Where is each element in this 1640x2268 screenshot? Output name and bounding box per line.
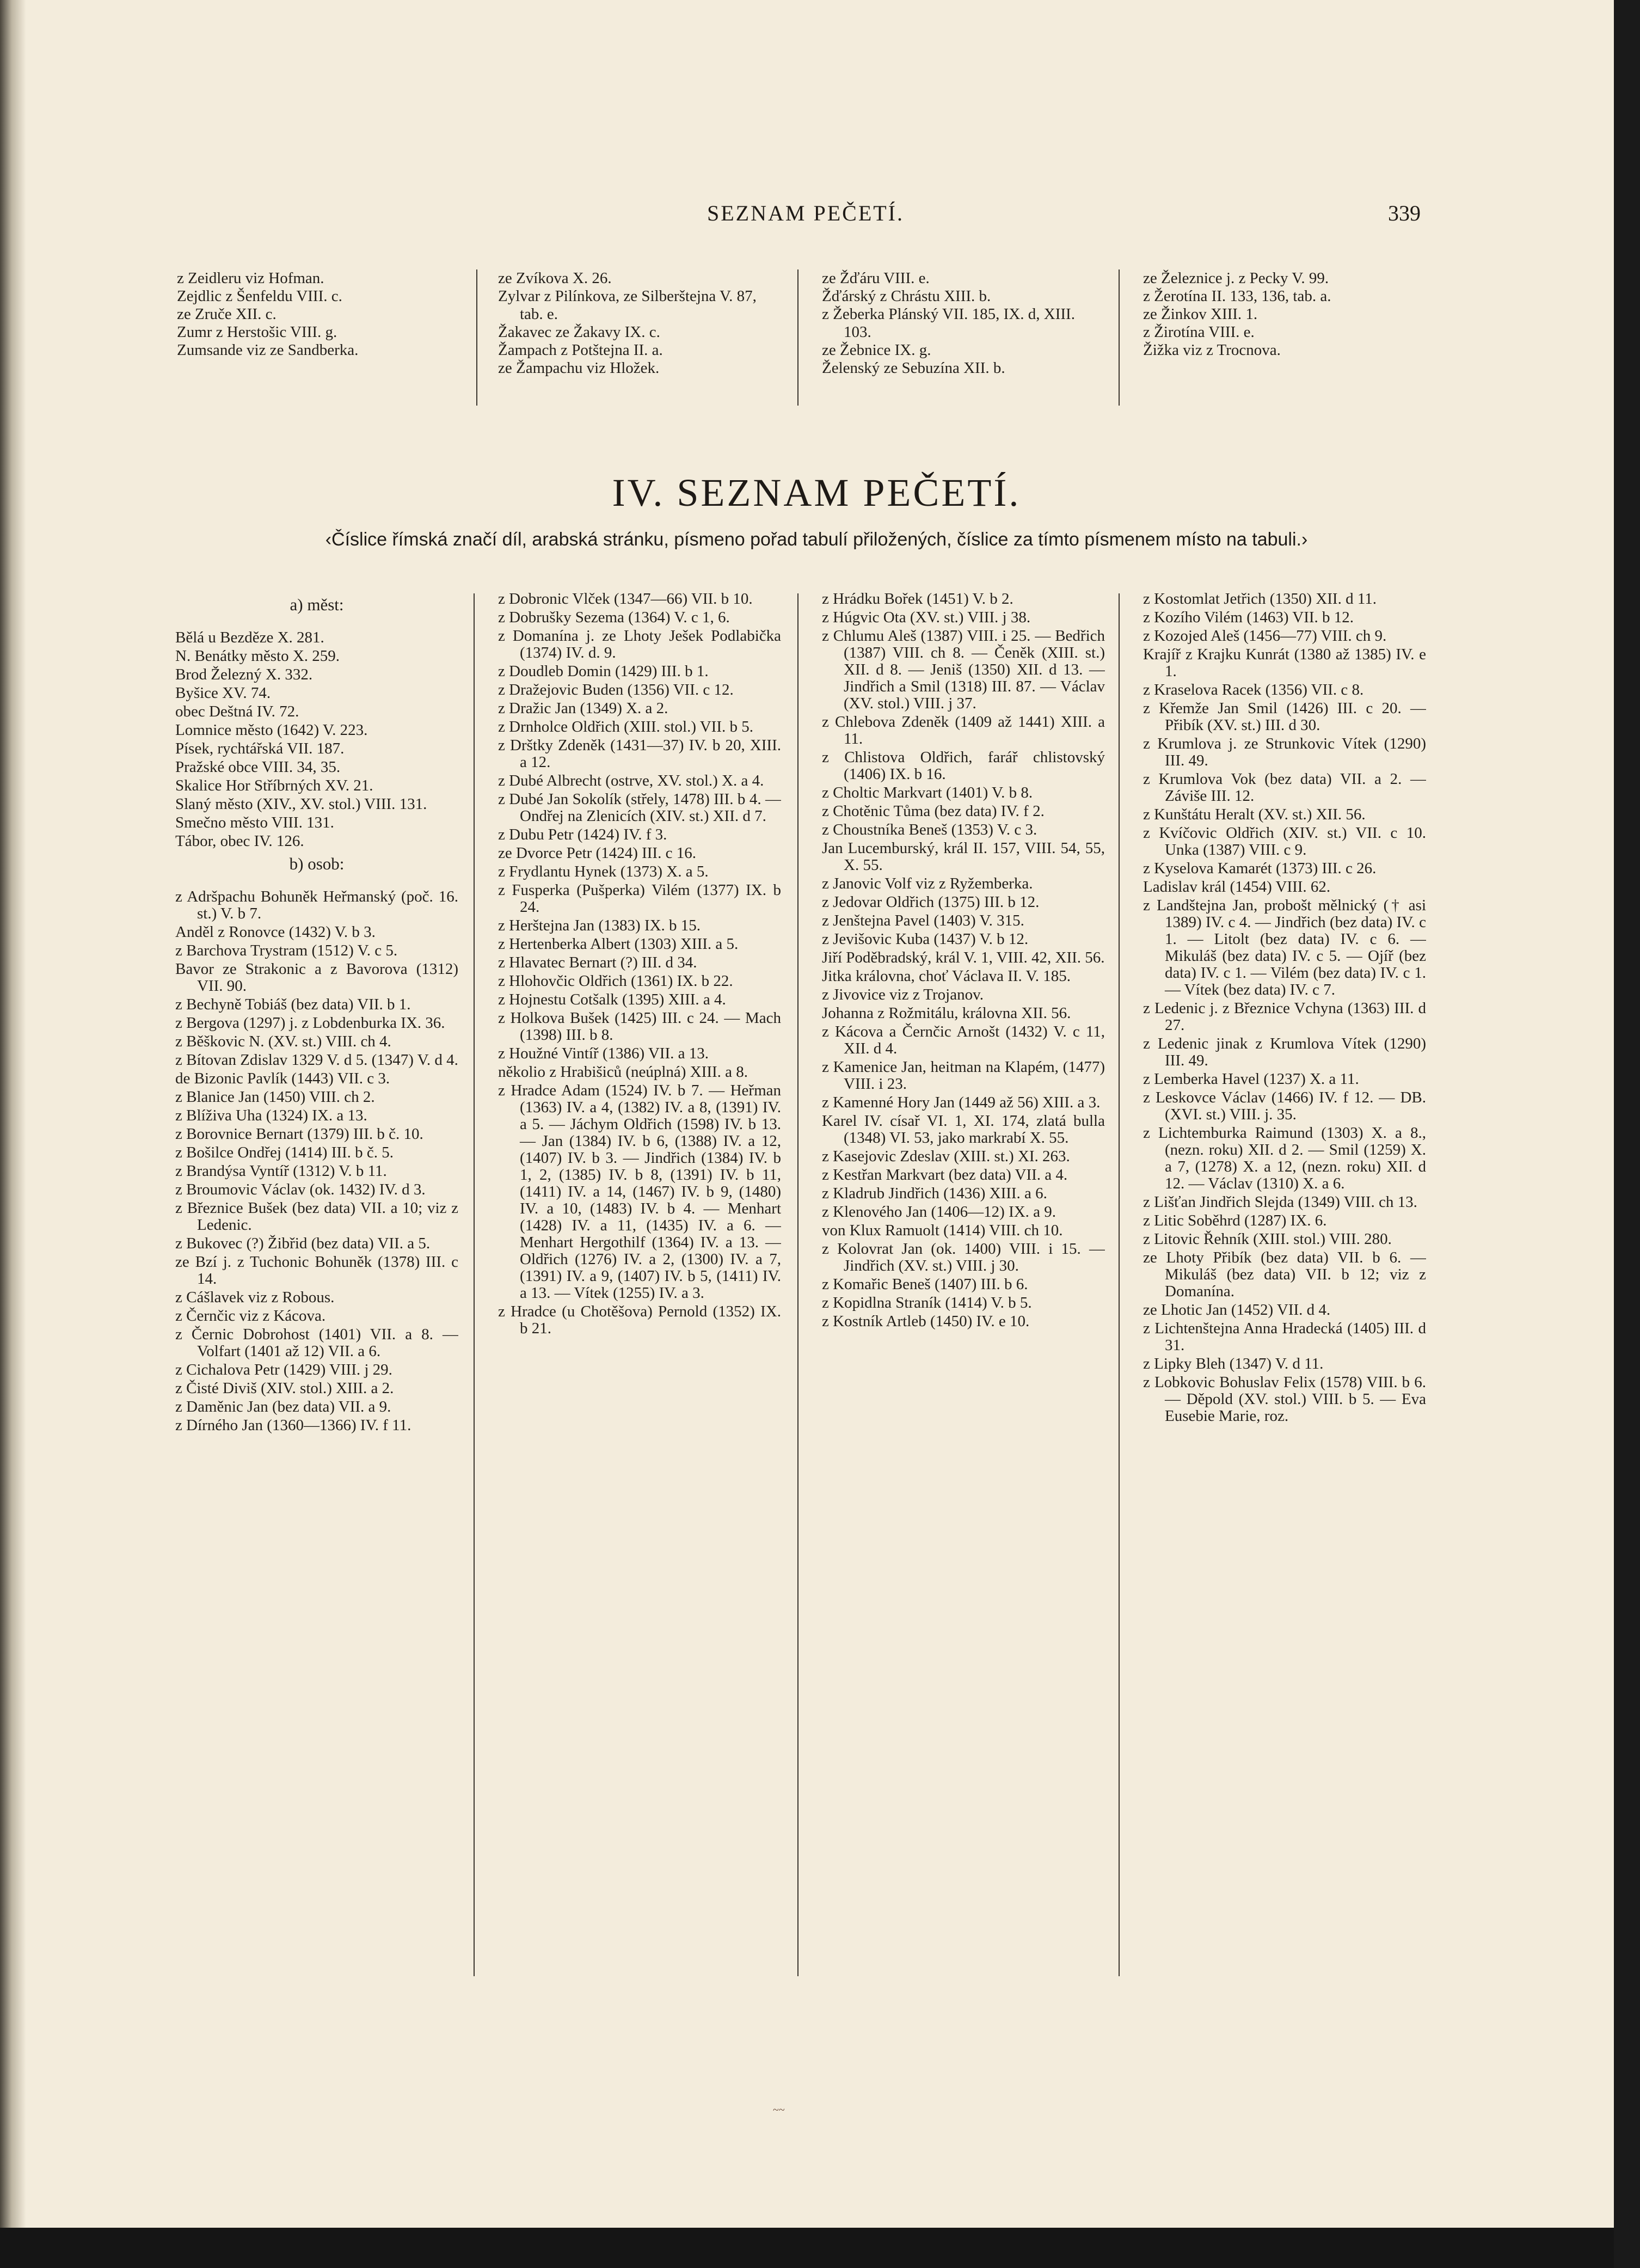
seal-entry: z Bítovan Zdislav 1329 V. d 5. (1347) V. d 4. [175, 1051, 458, 1069]
seal-entry: z Janovic Volf viz z Ryžemberka. [822, 875, 1033, 892]
seal-entry: z Dražejovic Buden (1356) VII. c 12. [498, 681, 734, 698]
seal-entry: z Hertenberka Albert (1303) XIII. a 5. [498, 935, 739, 953]
seal-entry: z Dobronic Vlček (1347—66) VII. b 10. [498, 591, 753, 608]
seal-entry: Skalice Hor Stříbrných XV. 21. [175, 777, 373, 794]
seal-index-column-2 [498, 591, 781, 1984]
seal-entry: z Litovic Řehník (XIII. stol.) VIII. 280. [1143, 1230, 1392, 1248]
seal-entry: z Kozojed Aleš (1456—77) VIII. ch 9. [1143, 627, 1387, 645]
seal-entry: z Dražic Jan (1349) X. a 2. [498, 700, 668, 717]
seal-entry: z Choustníka Beneš (1353) V. c 3. [822, 821, 1037, 838]
seal-entry: z Kunštátu Heralt (XV. st.) XII. 56. [1143, 806, 1366, 823]
seal-entry: z Húgvic Ota (XV. st.) VIII. j 38. [822, 609, 1031, 626]
seal-entry: z Kamenné Hory Jan (1449 až 56) XIII. a 3. [822, 1094, 1101, 1111]
seal-entry: z Blanice Jan (1450) VIII. ch 2. [175, 1088, 375, 1106]
index-entry: ze Železnice j. z Pecky V. 99. [1143, 269, 1329, 287]
seal-entry: z Kestřan Markvart (bez data) VII. a 4. [822, 1166, 1068, 1184]
index-entry: z Žerotína II. 133, 136, tab. a. [1143, 287, 1331, 305]
seal-entry: z Křemže Jan Smil (1426) III. c 20. — Přibík (XV. st.) III. d 30. [1143, 700, 1426, 734]
index-entry: Zejdlic z Šenfeldu VIII. c. [177, 287, 342, 305]
running-head: SEZNAM PEČETÍ. [707, 201, 904, 225]
index-entry: Žampach z Potštejna II. a. [498, 341, 663, 359]
seal-entry: Tábor, obec IV. 126. [175, 832, 304, 850]
seal-entry: ze Bzí j. z Tuchonic Bohuněk (1378) III. c 14. [175, 1253, 458, 1288]
seal-index-column-1 [175, 591, 458, 1984]
seal-entry: z Hradce (u Chotěšova) Pernold (1352) IX. b 21. [498, 1303, 781, 1337]
seal-entry: z Kyselova Kamarét (1373) III. c 26. [1143, 860, 1377, 877]
seal-entry: z Doudleb Domin (1429) III. b 1. [498, 663, 709, 680]
seal-entry: Slaný město (XIV., XV. stol.) VIII. 131. [175, 795, 427, 813]
seal-entry: z Borovnice Bernart (1379) III. b č. 10. [175, 1125, 423, 1143]
seal-entry: z Čisté Diviš (XIV. stol.) XIII. a 2. [175, 1380, 394, 1397]
seal-entry: z Lišťan Jindřich Slejda (1349) VIII. ch 13. [1143, 1193, 1417, 1211]
seal-entry: z Drnholce Oldřich (XIII. stol.) VII. b 5. [498, 718, 753, 735]
index-subheading: a) měst: [290, 595, 344, 614]
seal-entry: z Kolovrat Jan (ok. 1400) VIII. i 15. — Jindřich (XV. st.) VIII. j 30. [822, 1240, 1105, 1274]
seal-entry: obec Deštná IV. 72. [175, 703, 299, 720]
seal-entry: z Domanína j. ze Lhoty Ješek Podlabička (1374) IV. d. 9. [498, 627, 781, 661]
seal-entry: z Jivovice viz z Trojanov. [822, 986, 984, 1003]
seal-entry: z Krumlova j. ze Strunkovic Vítek (1290) III. 49. [1143, 735, 1426, 769]
seal-entry: z Herštejna Jan (1383) IX. b 15. [498, 917, 701, 934]
seal-entry: z Ledenic jinak z Krumlova Vítek (1290) III. 49. [1143, 1035, 1426, 1069]
seal-entry: několio z Hrabišiců (neúplná) XIII. a 8. [498, 1063, 748, 1081]
seal-entry: z Bošilce Ondřej (1414) III. b č. 5. [175, 1144, 394, 1161]
index-entry: ze Žampachu viz Hložek. [498, 359, 660, 377]
section-note: ‹Číslice římská značí díl, arabská stránku, písmeno pořad tabulí přiložených, číslice za tímto písmenem místo na tabuli.› [325, 529, 1308, 550]
seal-entry: z Bukovec (?) Žibřid (bez data) VII. a 5. [175, 1235, 431, 1252]
seal-entry: z Chlumu Aleš (1387) VIII. i 25. — Bedřich (1387) VIII. ch 8. — Čeněk (XIII. st.) XII. d 8. — Jeniš (1350) XII. d 13. — Jindřich a Smil (1318) III. 87. — Václav (XV. stol.) VIII. j 37. [822, 627, 1105, 712]
index-entry: Zumsande viz ze Sandberka. [177, 341, 359, 359]
seal-entry: z Klenového Jan (1406—12) IX. a 9. [822, 1203, 1057, 1221]
seal-entry: z Hradce Adam (1524) IV. b 7. — Heřman (1363) IV. a 4, (1382) IV. a 8, (1391) IV. a 5. — Jáchym Oldřich (1598) IV. b 13. — Jan (1384) IV. b 6, (1388) IV. a 12, (1407) IV. b 3. — Jindřich (1384) IV. b 1, 2, (1385) IV. b 8, (1391) IV. b 11, (1411) IV. a 14, (1467) IV. b 9, (1480) IV. a 10, (1483) IV. b 4. — Menhart (1428) IV. a 11, (1435) IV. a 6. — Menhart Hergothilf (1364) IV. a 13. — Oldřich (1276) IV. a 2, (1300) IV. a 7, (1391) IV. a 9, (1407) IV. b 5, (1411) IV. a 13. — Vítek (1255) IV. a 3. [498, 1082, 781, 1302]
seal-entry: z Bergova (1297) j. z Lobdenburka IX. 36. [175, 1014, 445, 1032]
seal-entry: z Cášlavek viz z Robous. [175, 1289, 335, 1306]
column-divider [476, 269, 477, 406]
seal-entry: von Klux Ramuolt (1414) VIII. ch 10. [822, 1222, 1063, 1239]
seal-entry: Jiří Poděbradský, král V. 1, VIII. 42, XII. 56. [822, 949, 1105, 966]
page-mark: ~~ [773, 2104, 785, 2116]
index-entry: z Žeberka Plánský VII. 185, IX. d, XIII. 103. [822, 305, 1075, 341]
seal-entry: z Cichalova Petr (1429) VIII. j 29. [175, 1361, 392, 1378]
index-entry: ze Žinkov XIII. 1. [1143, 305, 1258, 323]
seal-entry: N. Benátky město X. 259. [175, 647, 340, 665]
index-entry: z Žirotína VIII. e. [1143, 323, 1255, 341]
seal-entry: z Hrádku Bořek (1451) V. b 2. [822, 591, 1014, 608]
seal-entry: Jan Lucemburský, král II. 157, VIII. 54, 55, X. 55. [822, 839, 1105, 874]
index-entry: Želenský ze Sebuzína XII. b. [822, 359, 1005, 377]
seal-entry: z Kladrub Jindřich (1436) XIII. a 6. [822, 1185, 1047, 1202]
seal-entry: Ladislav král (1454) VIII. 62. [1143, 878, 1331, 896]
seal-entry: z Jevišovic Kuba (1437) V. b 12. [822, 930, 1029, 948]
seal-entry: Lomnice město (1642) V. 223. [175, 721, 368, 739]
seal-entry: z Hlohovčic Oldřich (1361) IX. b 22. [498, 972, 733, 990]
seal-entry: z Chotěnic Tůma (bez data) IV. f 2. [822, 802, 1045, 820]
index-entry: Zumr z Herstošic VIII. g. [177, 323, 337, 341]
seal-index-column-4 [1143, 591, 1426, 1984]
seal-entry: z Kácova a Černčic Arnošt (1432) V. c 11, XII. d 4. [822, 1023, 1105, 1057]
seal-entry: z Jenštejna Pavel (1403) V. 315. [822, 912, 1024, 929]
seal-entry: z Brandýsa Vyntíř (1312) V. b 11. [175, 1162, 387, 1180]
seal-entry: z Dobrušky Sezema (1364) V. c 1, 6. [498, 609, 730, 626]
seal-entry: z Kamenice Jan, heitman na Klapém, (1477) VIII. i 23. [822, 1058, 1105, 1093]
seal-entry: z Kopidlna Straník (1414) V. b 5. [822, 1294, 1032, 1311]
seal-entry: z Adršpachu Bohuněk Heřmanský (poč. 16. st.) V. b 7. [175, 888, 458, 922]
seal-entry: Karel IV. císař VI. 1, XI. 174, zlatá bulla (1348) VI. 53, jako markrabí X. 55. [822, 1112, 1105, 1147]
seal-entry: Bělá u Bezděze X. 281. [175, 629, 324, 646]
seal-entry: z Frydlantu Hynek (1373) X. a 5. [498, 863, 709, 880]
seal-entry: z Březnice Bušek (bez data) VII. a 10; viz z Ledenic. [175, 1199, 458, 1234]
index-entry: Žakavec ze Žakavy IX. c. [498, 323, 660, 341]
seal-entry: z Lemberka Havel (1237) X. a 11. [1143, 1070, 1359, 1088]
seal-entry: z Jedovar Oldřich (1375) III. b 12. [822, 893, 1040, 911]
seal-entry: Brod Železný X. 332. [175, 666, 313, 683]
seal-entry: z Fusperka (Pušperka) Vilém (1377) IX. b 24. [498, 881, 781, 916]
seal-entry: z Daměnic Jan (bez data) VII. a 9. [175, 1398, 391, 1415]
seal-entry: z Blíživa Uha (1324) IX. a 13. [175, 1107, 367, 1124]
index-entry: ze Žebnice IX. g. [822, 341, 931, 359]
seal-entry: z Lichtenštejna Anna Hradecká (1405) III. d 31. [1143, 1320, 1426, 1354]
seal-entry: z Landštejna Jan, probošt mělnický († asi 1389) IV. c 4. — Jindřich (bez data) IV. c 1. — Litolt (bez data) IV. c 6. — Mikuláš (bez data) IV. c 5. — Ojíř (bez data) IV. c 1. — Vilém (bez data) IV. c 1. — Vítek (bez data) IV. c 7. [1143, 897, 1426, 998]
index-entry: Zylvar z Pilínkova, ze Silberštejna V. 87, tab. e. [498, 287, 757, 323]
seal-entry: z Komařic Beneš (1407) III. b 6. [822, 1276, 1028, 1293]
seal-entry: Písek, rychtářská VII. 187. [175, 740, 345, 757]
seal-entry: z Lipky Bleh (1347) V. d 11. [1143, 1355, 1324, 1372]
seal-entry: z Hlavatec Bernart (?) III. d 34. [498, 954, 697, 971]
seal-entry: ze Lhoty Přibík (bez data) VII. b 6. — Mikuláš (bez data) VII. b 12; viz z Domanína. [1143, 1249, 1426, 1300]
section-title: IV. SEZNAM PEČETÍ. [612, 471, 1021, 514]
seal-entry: z Bechyně Tobiáš (bez data) VII. b 1. [175, 996, 411, 1013]
continued-index-column-3 [822, 269, 1102, 416]
index-entry: z Zeidleru viz Hofman. [177, 269, 324, 287]
continued-index-column-1 [177, 269, 457, 416]
seal-entry: z Kostomlat Jetřich (1350) XII. d 11. [1143, 591, 1377, 608]
seal-entry: Johanna z Rožmitálu, královna XII. 56. [822, 1004, 1071, 1022]
seal-entry: z Chlistova Oldřich, farář chlistovský (1406) IX. b 16. [822, 749, 1105, 783]
continued-index-section [0, 269, 1640, 416]
seal-entry: ze Lhotic Jan (1452) VII. d 4. [1143, 1301, 1331, 1319]
seal-entry: z Dubu Petr (1424) IV. f 3. [498, 826, 667, 843]
seal-entry: z Choltic Markvart (1401) V. b 8. [822, 784, 1033, 801]
seal-entry: z Ledenic j. z Březnice Vchyna (1363) III. d 27. [1143, 1000, 1426, 1034]
seal-entry: z Běškovic N. (XV. st.) VIII. ch 4. [175, 1033, 391, 1050]
seal-entry: de Bizonic Pavlík (1443) VII. c 3. [175, 1070, 390, 1087]
seal-entry: Pražské obce VIII. 34, 35. [175, 758, 341, 776]
seal-entry: z Dubé Jan Sokolík (střely, 1478) III. b 4. — Ondřej na Zlenicích (XIV. st.) XII. d 7. [498, 790, 781, 825]
seal-entry: z Kraselova Racek (1356) VII. c 8. [1143, 681, 1364, 698]
column-divider [1119, 269, 1120, 406]
index-subheading: b) osob: [289, 854, 345, 873]
seal-entry: Bavor ze Strakonic a z Bavorova (1312) VII. 90. [175, 960, 458, 995]
index-entry: ze Zvíkova X. 26. [498, 269, 612, 287]
seal-entry: Smečno město VIII. 131. [175, 814, 334, 831]
seal-entry: z Kvíčovic Oldřich (XIV. st.) VII. c 10. Unka (1387) VIII. c 9. [1143, 824, 1426, 859]
seal-entry: z Dubé Albrecht (ostrve, XV. stol.) X. a 4. [498, 772, 764, 789]
seal-entry: z Dírného Jan (1360—1366) IV. f 11. [175, 1417, 411, 1434]
continued-index-column-2 [498, 269, 778, 416]
column-divider [797, 269, 798, 406]
page-number: 339 [1388, 201, 1421, 225]
seal-entry: z Litic Soběhrd (1287) IX. 6. [1143, 1212, 1327, 1229]
seal-entry: Krajíř z Krajku Kunrát (1380 až 1385) IV. e 1. [1143, 646, 1426, 680]
seal-entry: z Broumovic Václav (ok. 1432) IV. d 3. [175, 1181, 426, 1198]
seal-entry: z Kostník Artleb (1450) IV. e 10. [822, 1313, 1030, 1330]
seal-entry: z Kozího Vilém (1463) VII. b 12. [1143, 609, 1354, 626]
seal-entry: z Černic Dobrohost (1401) VII. a 8. — Volfart (1401 až 12) VII. a 6. [175, 1326, 458, 1360]
scan-background [0, 2228, 1640, 2268]
seal-entry: Anděl z Ronovce (1432) V. b 3. [175, 923, 376, 941]
seal-index-column-3 [822, 591, 1105, 1984]
scan-background-edge [1614, 0, 1640, 2268]
seal-entry: z Krumlova Vok (bez data) VII. a 2. — Záviše III. 12. [1143, 770, 1426, 805]
index-entry: Žďárský z Chrástu XIII. b. [822, 287, 991, 305]
seal-entry: z Lobkovic Bohuslav Felix (1578) VIII. b 6. — Děpold (XV. stol.) VIII. b 5. — Eva Eusebie Marie, roz. [1143, 1374, 1426, 1425]
column-divider [797, 593, 798, 1976]
seal-entry: Jitka královna, choť Václava II. V. 185. [822, 967, 1071, 985]
seal-entry: z Houžné Vintíř (1386) VII. a 13. [498, 1045, 709, 1062]
seal-entry: z Lichtemburka Raimund (1303) X. a 8., (nezn. roku) XII. d 2. — Smil (1259) X. a 7, (1278) X. a 12, (nezn. roku) XII. d 12. — Václav (1310) X. a 6. [1143, 1124, 1426, 1192]
seal-entry: z Chlebova Zdeněk (1409 až 1441) XIII. a 11. [822, 713, 1105, 747]
seal-entry: z Hojnestu Cotšalk (1395) XIII. a 4. [498, 991, 726, 1008]
column-divider [474, 593, 475, 1976]
seal-entry: z Kasejovic Zdeslav (XIII. st.) XI. 263. [822, 1148, 1070, 1165]
seal-entry: ze Dvorce Petr (1424) III. c 16. [498, 844, 696, 862]
seal-entry: z Leskovce Václav (1466) IV. f 12. — DB. (XVI. st.) VIII. j. 35. [1143, 1089, 1426, 1123]
continued-index-column-4 [1143, 269, 1423, 416]
column-divider [1119, 593, 1120, 1976]
seal-entry: z Holkova Bušek (1425) III. c 24. — Mach (1398) III. b 8. [498, 1009, 781, 1044]
index-entry: Žižka viz z Trocnova. [1143, 341, 1281, 359]
index-entry: ze Žďáru VIII. e. [822, 269, 930, 287]
seal-entry: z Černčic viz z Kácova. [175, 1307, 326, 1325]
seal-entry: Byšice XV. 74. [175, 684, 271, 702]
seal-entry: z Barchova Trystram (1512) V. c 5. [175, 942, 398, 959]
index-entry: ze Zruče XII. c. [177, 305, 277, 323]
seal-entry: z Drštky Zdeněk (1431—37) IV. b 20, XIII. a 12. [498, 737, 781, 771]
